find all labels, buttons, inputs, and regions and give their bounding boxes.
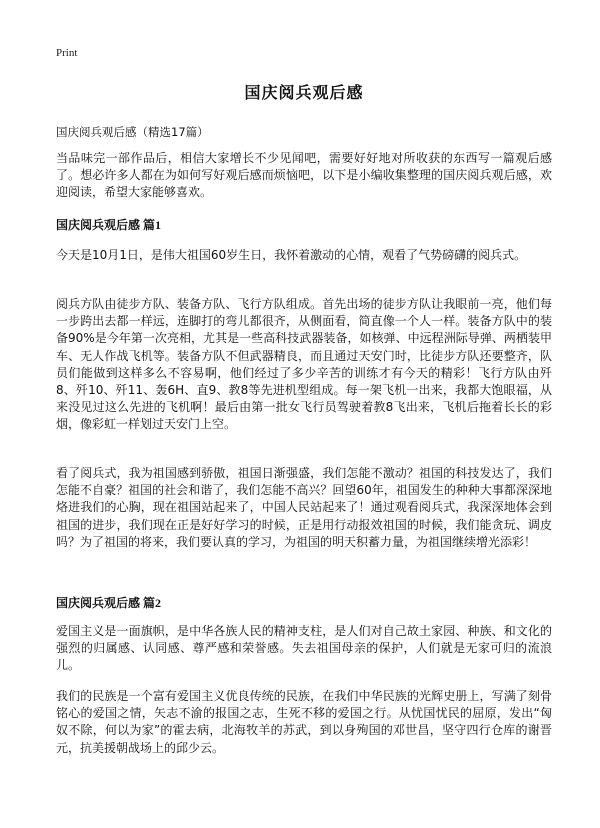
- section-heading-2: 国庆阅兵观后感 篇2: [56, 596, 162, 610]
- section-1-paragraph-1: 今天是10月1日，是伟大祖国60岁生日，我怀着激动的心情，观看了气势磅礴的阅兵式。: [56, 248, 527, 262]
- section-1-paragraph-2: 阅兵方队由徒步方队、装备方队、飞行方队组成。首先出场的徒步方队让我眼前一亮，他们每一步跨出去都一样远，连脚打的弯儿都很齐，从侧面看，简直像一个人一样。装备方队中的装备90%是今年第一次亮相，尤其是一些高科技武器装备，如核弹、中远程洲际导弹、两栖装甲车、无人作战飞机等。装备方队不但武器精良，而且通过天安门时，比徒步方队还要整齐，队员们能做到这样多么不容易啊，他们经过了多少辛苦的训练才有今天的精彩！飞行方队由歼8、歼10、歼11、轰6H、直9、教8等先进机型组成。每一架飞机一出来，我都大饱眼福，从来没见过这么先进的飞机啊！最后由第一批女飞行员驾驶着教8飞出来，飞机后拖着长长的彩烟，像彩虹一样划过天安门上空。: [56, 297, 552, 432]
- section-heading-1: 国庆阅兵观后感 篇1: [56, 218, 162, 232]
- print-link[interactable]: Print: [56, 47, 78, 59]
- section-2-paragraph-2: 我们的民族是一个富有爱国主义优良传统的民族，在我们中华民族的光辉史册上，写满了刻骨铭心的爱国之情，矢志不渝的报国之志，生死不移的爱国之行。从忧国忧民的屈原，发出“匈奴不除，何以为家”的霍去病，北海牧羊的苏武，到以身殉国的邓世昌，坚守四行仓库的谢晋元，抗美援朝战场上的邱少云。: [56, 689, 552, 755]
- intro-paragraph: 当品味完一部作品后，相信大家增长不少见闻吧，需要好好地对所收获的东西写一篇观后感了。想必许多人都在为如何写好观后感而烦恼吧，以下是小编收集整理的国庆阅兵观后感，欢迎阅读，希望大家能够喜欢。: [56, 151, 552, 200]
- section-1-paragraph-3: 看了阅兵式，我为祖国感到骄傲，祖国日渐强盛，我们怎能不激动？祖国的科技发达了，我们怎能不自豪？祖国的社会和谐了，我们怎能不高兴？回望60年，祖国发生的种种大事都深深地烙进我们的心胸，现在祖国站起来了，中国人民站起来了！通过观看阅兵式，我深深地体会到祖国的进步，我们现在正是好好学习的时候，正是用行动报效祖国的时候，我们能贪玩、调皮吗？为了祖国的将来，我们要认真的学习，为祖国的明天积蓄力量，为祖国继续增光添彩！: [56, 466, 552, 549]
- page-title: 国庆阅兵观后感: [244, 83, 364, 102]
- document-subtitle: 国庆阅兵观后感（精选17篇）: [56, 125, 209, 139]
- section-2-paragraph-1: 爱国主义是一面旗帜，是中华各族人民的精神支柱，是人们对自己故土家园、种族、和文化的强烈的归属感、认同感、尊严感和荣誉感。失去祖国母亲的保护，人们就是无家可归的流浪儿。: [56, 624, 552, 673]
